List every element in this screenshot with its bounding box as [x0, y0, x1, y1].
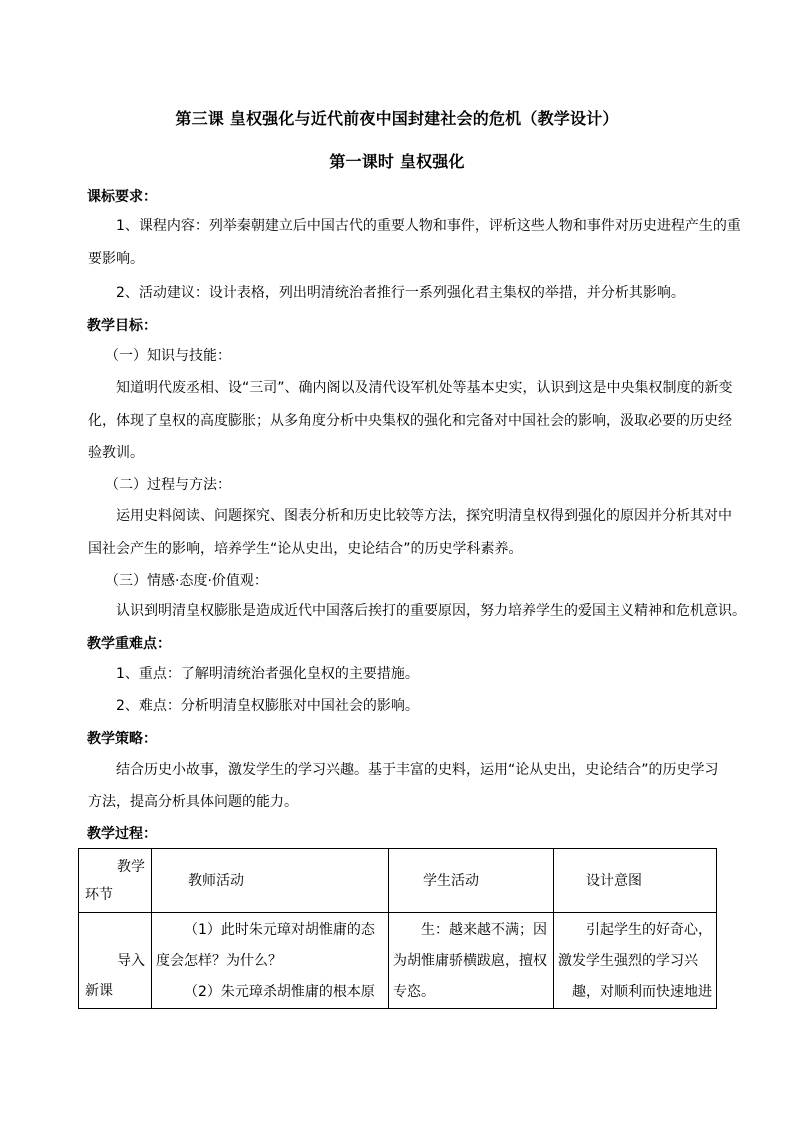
objective-2-line-1: 运用史料阅读、问题探究、图表分析和历史比较等方法，探究明清皇权得到强化的原因并分析其对中: [116, 508, 732, 524]
section-heading-key-points: 教学重难点：: [87, 636, 171, 652]
teacher-activity-line-1: （1）此时朱元璋对胡惟庸的态: [184, 922, 375, 938]
header-stage-line-1: 教学: [117, 859, 145, 875]
row-student-cell: [389, 913, 554, 1009]
teacher-activity-line-2: 度会怎样？为什么？: [156, 953, 282, 969]
document-subtitle: 第一课时 皇权强化: [329, 152, 465, 171]
section-heading-objectives: 教学目标：: [87, 318, 157, 334]
section-heading-strategy: 教学策略：: [87, 731, 157, 747]
stage-line-2: 新课: [85, 983, 113, 999]
curriculum-item-2: 2、活动建议：设计表格，列出明清统治者推行一系列强化君主集权的举措，并分析其影响。: [116, 285, 685, 301]
key-point-1: 1、重点：了解明清统治者强化皇权的主要措施。: [116, 666, 419, 682]
row-stage-cell: [79, 913, 152, 1009]
teacher-activity-line-3: （2）朱元璋杀胡惟庸的根本原: [184, 984, 375, 1000]
objective-1-line-3: 验教训。: [88, 445, 144, 461]
curriculum-item-1-line-2: 要影响。: [88, 251, 144, 267]
curriculum-item-1-line-1: 1、课程内容：列举秦朝建立后中国古代的重要人物和事件，评析这些人物和事件对历史进程产生的重: [116, 218, 741, 234]
design-intent-line-1: 引起学生的好奇心，: [586, 922, 712, 938]
student-activity-line-1: 生：越来越不满；因: [421, 922, 547, 938]
teaching-process-table: [78, 848, 717, 1009]
key-point-2: 2、难点：分析明清皇权膨胀对中国社会的影响。: [116, 698, 419, 714]
header-cell-stage: [79, 849, 152, 913]
objective-sub-heading-2: （二）过程与方法：: [105, 477, 231, 493]
header-cell-teacher: [152, 849, 389, 913]
student-activity-line-2: 为胡惟庸骄横跋扈，擅权: [393, 953, 547, 969]
student-activity-line-3: 专恣。: [393, 984, 435, 1000]
header-student-activity: 学生活动: [423, 873, 479, 889]
objective-3-line-1: 认识到明清皇权膨胀是造成近代中国落后挨打的重要原因，努力培养学生的爱国主义精神和危机意识。: [116, 603, 746, 619]
row-intent-cell: [554, 913, 717, 1009]
row-teacher-cell: [152, 913, 389, 1009]
header-stage-line-2: 环节: [85, 887, 113, 903]
section-heading-process: 教学过程：: [87, 826, 157, 842]
strategy-line-1: 结合历史小故事，激发学生的学习兴趣。基于丰富的史料，运用“论从史出，史论结合”的历史学习: [116, 762, 719, 778]
header-teacher-activity: 教师活动: [188, 873, 244, 889]
objective-2-line-2: 国社会产生的影响，培养学生“论从史出，史论结合”的历史学科素养。: [88, 541, 523, 557]
design-intent-line-3: 趣，对顺利而快速地进: [572, 984, 712, 1000]
objective-1-line-1: 知道明代废丞相、设“三司”、确内阁以及清代设军机处等基本史实，认识到这是中央集权制度的新变: [116, 380, 733, 396]
header-cell-intent: [554, 849, 717, 913]
header-design-intent: 设计意图: [586, 873, 642, 889]
objective-sub-heading-1: （一）知识与技能：: [105, 348, 231, 364]
strategy-line-2: 方法，提高分析具体问题的能力。: [88, 794, 298, 810]
table-row: [79, 913, 717, 1009]
design-intent-line-2: 激发学生强烈的学习兴: [558, 953, 698, 969]
header-cell-student: [389, 849, 554, 913]
stage-line-1: 导入: [117, 953, 145, 969]
document-title: 第三课 皇权强化与近代前夜中国封建社会的危机（教学设计）: [175, 109, 619, 128]
objective-1-line-2: 化，体现了皇权的高度膨胀；从多角度分析中央集权的强化和完备对中国社会的影响，汲取必要的历史经: [88, 413, 732, 429]
table-header-row: [79, 849, 717, 913]
objective-sub-heading-3: （三）情感·态度·价值观：: [105, 573, 268, 589]
section-heading-curriculum: 课标要求：: [87, 189, 157, 205]
